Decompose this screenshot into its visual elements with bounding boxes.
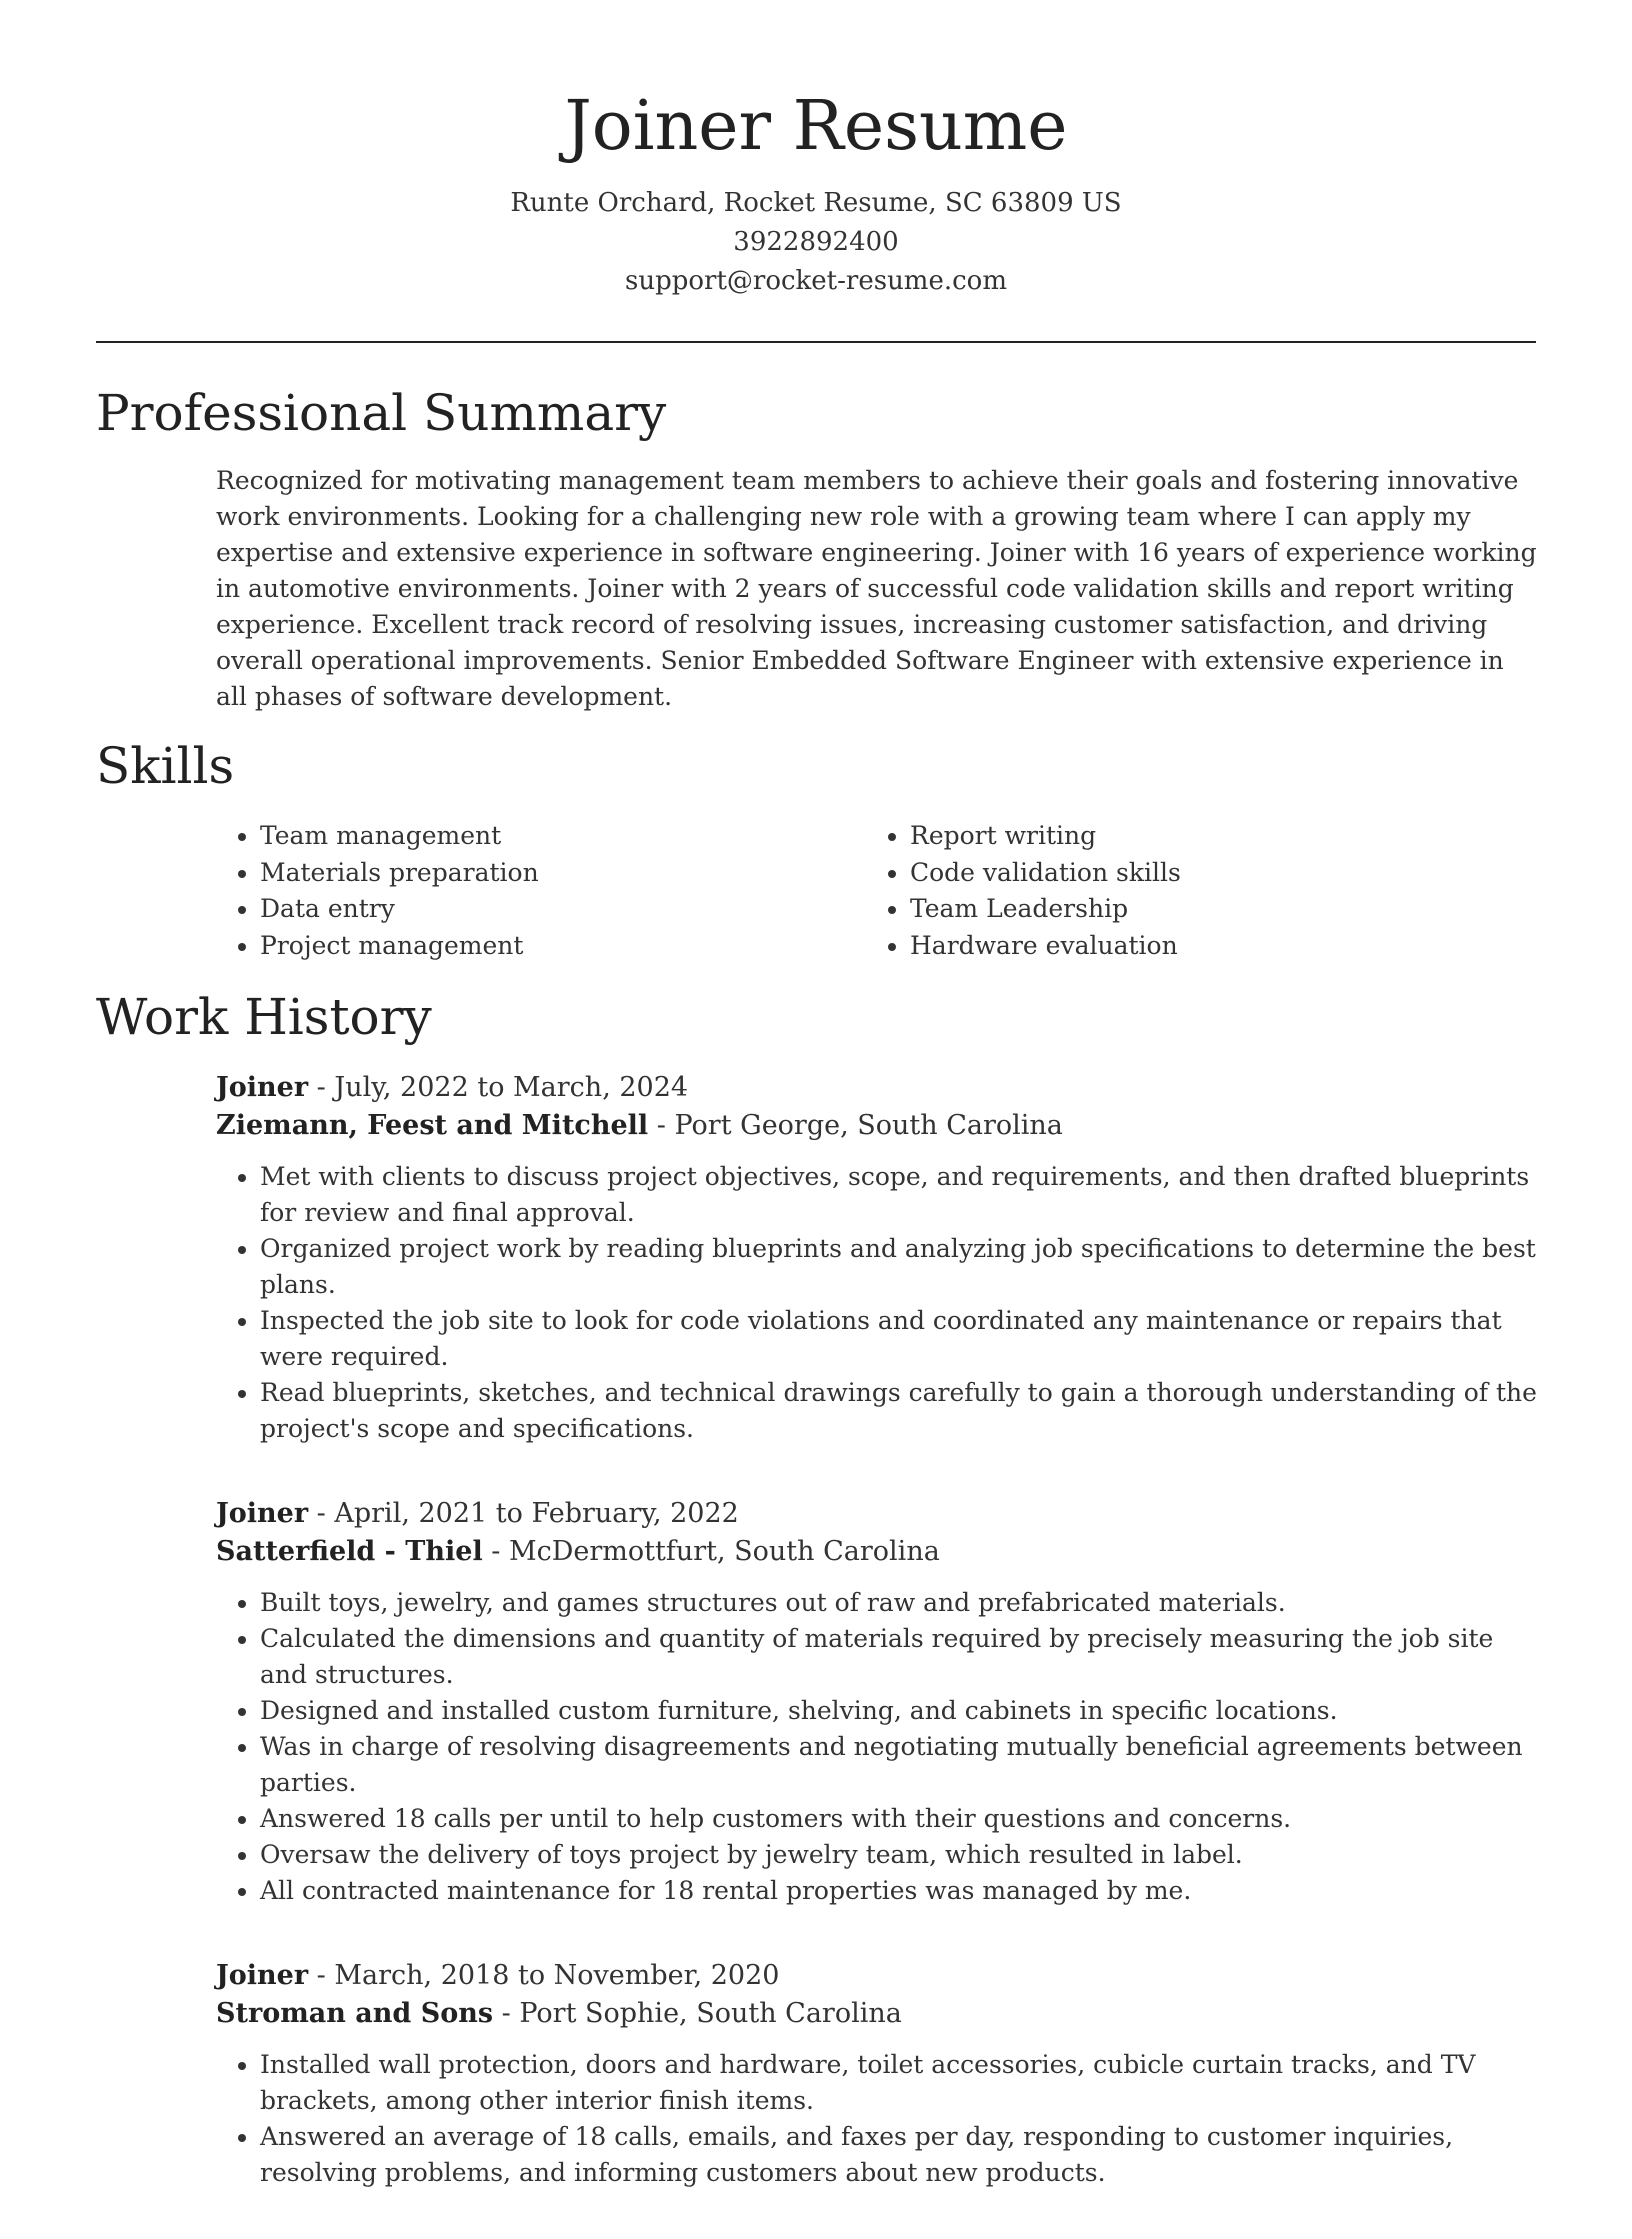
job-bullet: • Designed and installed custom furniture, shelving, and cabinets in specific locations. xyxy=(260,1693,1538,1729)
contact-email: support@rocket-resume.com xyxy=(624,266,1007,296)
job-company-line xyxy=(216,1995,1538,2033)
job-company-line xyxy=(216,1107,1538,1145)
job-location: - Port Sophie, South Carolina xyxy=(493,1998,902,2029)
job-bullets xyxy=(216,1585,1538,1909)
job-dates: - April, 2021 to February, 2022 xyxy=(308,1498,739,1529)
skill-item: • Materials preparation xyxy=(260,855,866,892)
job-dates: - March, 2018 to November, 2020 xyxy=(308,1960,780,1991)
resume-header xyxy=(0,0,1632,301)
job-bullet: • Organized project work by reading blueprints and analyzing job specifications to determine the best plans. xyxy=(260,1231,1538,1303)
summary-heading: Professional Summary xyxy=(96,384,667,442)
job-dates: - July, 2022 to March, 2024 xyxy=(308,1072,689,1103)
job-company: Ziemann, Feest and Mitchell xyxy=(216,1110,649,1141)
skills-column-right xyxy=(866,818,1516,964)
job-role: Joiner xyxy=(216,1960,309,1991)
contact-phone: 3922892400 xyxy=(733,227,899,257)
work-history-heading: Work History xyxy=(96,988,432,1046)
job-bullets xyxy=(216,1159,1538,1447)
summary-text: Recognized for motivating management team members to achieve their goals and fostering innovative work environments. Looking for a challenging new role with a growing team where I can apply my expertise and extensive experience in software engineering. Joiner with 16 years of experience working in automotive environments. Joiner with 2 years of successful code validation skills and report writing experience. Excellent track record of resolving issues, increasing customer satisfaction, and driving overall operational improvements. Senior Embedded Software Engineer with extensive experience in all phases of software development. xyxy=(216,466,1537,711)
job-bullet: • Calculated the dimensions and quantity of materials required by precisely measuring the job site and structures. xyxy=(260,1621,1538,1693)
job-bullet: • Met with clients to discuss project objectives, scope, and requirements, and then drafted blueprints for review and final approval. xyxy=(260,1159,1538,1231)
job-bullet: • Answered an average of 18 calls, emails, and faxes per day, responding to customer inquiries, resolving problems, and informing customers about new products. xyxy=(260,2119,1538,2191)
job-company: Stroman and Sons xyxy=(216,1998,494,2029)
job-bullet: • Answered 18 calls per until to help customers with their questions and concerns. xyxy=(260,1801,1538,1837)
job-bullet: • All contracted maintenance for 18 rental properties was managed by me. xyxy=(260,1873,1538,1909)
resume-name: Joiner Resume xyxy=(564,87,1068,166)
skill-item: • Team management xyxy=(260,818,866,855)
job-entry xyxy=(216,1069,1538,1447)
job-bullets xyxy=(216,2047,1538,2191)
job-bullet: • Built toys, jewelry, and games structures out of raw and prefabricated materials. xyxy=(260,1585,1538,1621)
job-role: Joiner xyxy=(216,1072,309,1103)
skill-item: • Data entry xyxy=(260,891,866,928)
job-entry xyxy=(216,1957,1538,2191)
job-bullet: • Oversaw the delivery of toys project by jewelry team, which resulted in label. xyxy=(260,1837,1538,1873)
contact-block xyxy=(0,184,1632,301)
skill-item: • Report writing xyxy=(910,818,1516,855)
skill-item: • Hardware evaluation xyxy=(910,928,1516,965)
job-bullet: • Read blueprints, sketches, and technical drawings carefully to gain a thorough understanding of the project's scope and specifications. xyxy=(260,1375,1538,1447)
skill-item: • Code validation skills xyxy=(910,855,1516,892)
work-history-list xyxy=(216,1069,1538,2239)
skills-list xyxy=(216,818,1516,964)
skill-item: • Team Leadership xyxy=(910,891,1516,928)
header-divider xyxy=(96,341,1536,343)
job-title-line xyxy=(216,1957,1538,1995)
job-entry xyxy=(216,1495,1538,1909)
job-bullet: • Installed wall protection, doors and hardware, toilet accessories, cubicle curtain tracks, and TV brackets, among other interior finish items. xyxy=(260,2047,1538,2119)
skills-heading: Skills xyxy=(96,737,235,795)
job-bullet: • Was in charge of resolving disagreements and negotiating mutually beneficial agreements between parties. xyxy=(260,1729,1538,1801)
job-location: - Port George, South Carolina xyxy=(648,1110,1063,1141)
job-bullet: • Inspected the job site to look for code violations and coordinated any maintenance or repairs that were required. xyxy=(260,1303,1538,1375)
skill-item: • Project management xyxy=(260,928,866,965)
job-company-line xyxy=(216,1533,1538,1571)
job-title-line xyxy=(216,1069,1538,1107)
job-title-line xyxy=(216,1495,1538,1533)
skills-column-left xyxy=(216,818,866,964)
job-company: Satterfield - Thiel xyxy=(216,1536,483,1567)
job-role: Joiner xyxy=(216,1498,309,1529)
contact-address: Runte Orchard, Rocket Resume, SC 63809 US xyxy=(510,188,1122,218)
job-location: - McDermottfurt, South Carolina xyxy=(482,1536,940,1567)
